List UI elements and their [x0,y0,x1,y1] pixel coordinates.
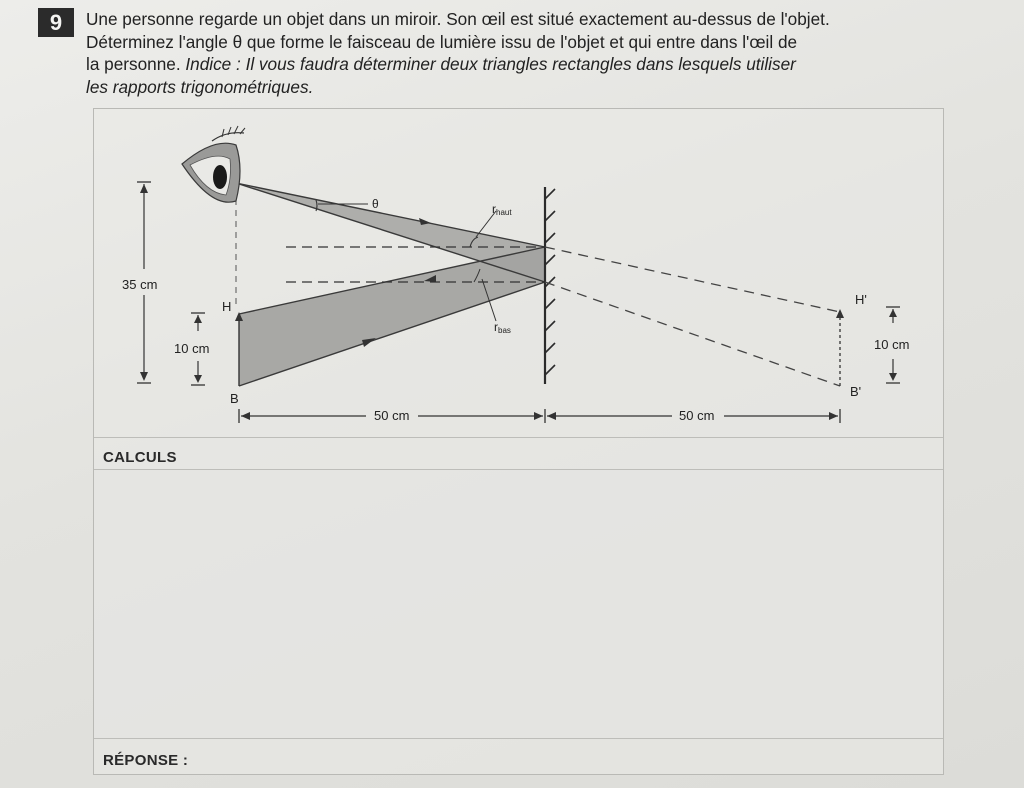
ray-bottom-reflected [236,183,545,282]
dim-dist-right-label: 50 cm [679,408,715,423]
dim-img-label: 10 cm [874,337,910,352]
dim-dist-mid-arrow-l [534,412,543,420]
dim-obj-label: 10 cm [174,341,210,356]
virtual-image-arrowhead [836,309,844,318]
calculs-area[interactable] [94,469,943,739]
virtual-ray-bottom [545,282,840,386]
dim-dist-left-label: 50 cm [374,408,410,423]
virtual-ray-top [545,247,840,312]
dim-35-label: 35 cm [122,277,158,292]
r-bas-label: rbas [494,320,511,335]
figure-separator [94,437,943,438]
theta-label: θ [372,197,379,211]
calculs-label: CALCULS [103,449,177,466]
statement-line-2: Déterminez l'angle θ que forme le faisceau de lumière issu de l'objet et qui entre dans l'œil de [86,31,798,52]
statement-line-3 [86,53,966,76]
exercise-number-badge: 9 [38,8,74,37]
label-b: B [230,391,239,406]
dim-dist-right-arrow [829,412,838,420]
dim-img-arrow-top [889,309,897,317]
r-haut-label: rhaut [492,202,512,217]
statement-line-4: les rapports trigonométriques. [86,76,314,97]
mirror-diagram [94,109,943,439]
statement-hint: Indice : Il vous faudra déterminer deux triangles rectangles dans lesquels utiliser [185,54,796,74]
dim-img-arrow-bottom [889,373,897,381]
eye-icon [182,126,245,202]
exercise-statement [86,8,966,98]
dim-obj-arrow-top [194,315,202,323]
statement-line-1: Une personne regarde un objet dans un miroir. Son œil est situé exactement au-dessus de l'objet. [86,9,830,29]
dim-obj-arrow-bottom [194,375,202,383]
statement-line-3-plain: la personne. [86,54,186,74]
label-b-prime: B' [850,384,862,399]
reponse-label: RÉPONSE : [103,752,189,769]
label-h-prime: H' [855,292,867,307]
answer-box [93,108,944,775]
dim-35-arrow-top [140,184,148,193]
dim-35-arrow-bottom [140,372,148,381]
label-h: H [222,299,232,314]
